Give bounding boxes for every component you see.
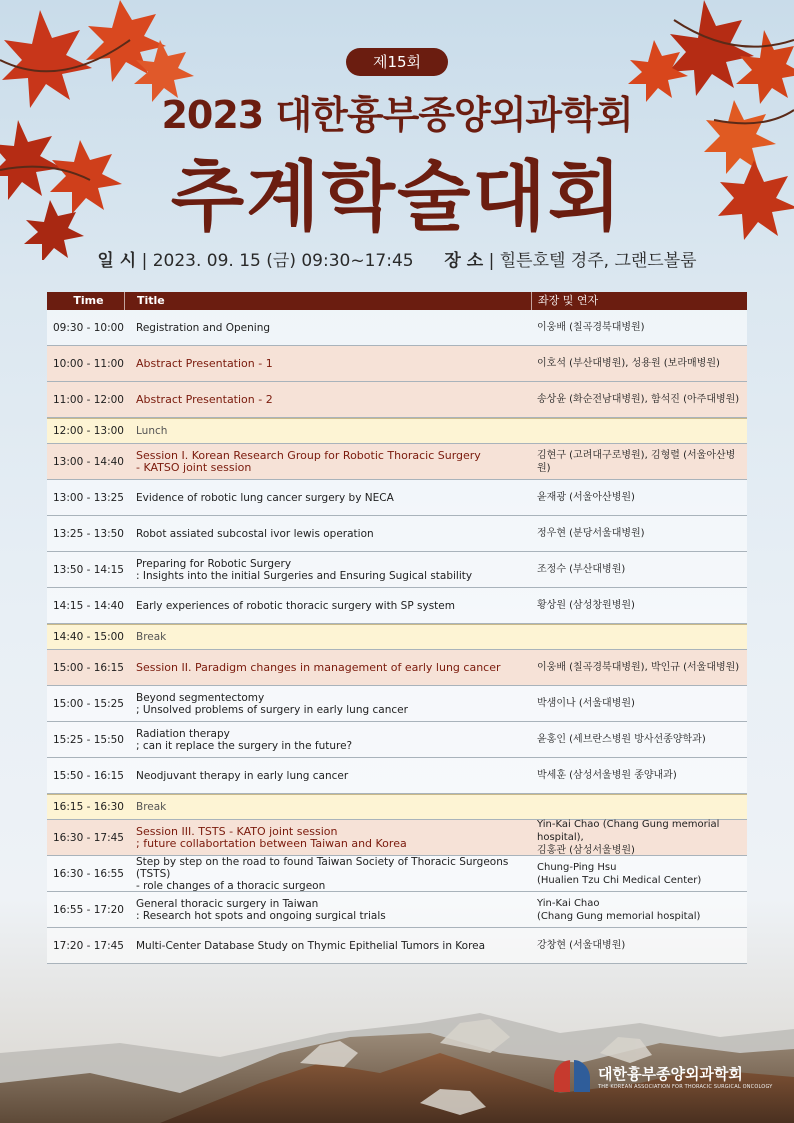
row-title-line1: Robot assiated subcostal ivor lewis operation	[136, 527, 374, 540]
table-row	[47, 310, 747, 346]
row-speaker-line2: (Hualien Tzu Chi Medical Center)	[537, 874, 702, 886]
conference-subtitle: 추계학술대회	[170, 152, 624, 241]
row-speaker	[531, 818, 747, 857]
row-title-line1: Beyond segmentectomy	[136, 691, 265, 704]
date-value: 2023. 09. 15 (금) 09:30~17:45	[152, 251, 414, 271]
row-title-line1: Abstract Presentation - 1	[136, 356, 273, 370]
row-speaker	[531, 393, 747, 406]
row-title-line2: : Research hot spots and ongoing surgical trials	[136, 909, 386, 922]
society-name-korean: 대한흉부종양외과학회	[598, 1064, 743, 1083]
row-title-line2: ; can it replace the surgery in the future?	[136, 739, 353, 752]
row-title	[124, 528, 531, 540]
row-speaker	[531, 697, 747, 710]
row-speaker	[531, 491, 747, 504]
row-time: 16:30 - 16:55	[53, 867, 124, 880]
row-title	[124, 856, 531, 892]
row-speaker	[531, 527, 747, 540]
table-row	[47, 552, 747, 588]
row-speaker	[531, 861, 747, 887]
row-speaker	[531, 939, 747, 952]
row-speaker-line1: 박세훈 (삼성서울병원 종양내과)	[537, 770, 677, 781]
row-title	[124, 692, 531, 716]
row-title-line1: Neodjuvant therapy in early lung cancer	[136, 769, 349, 782]
row-title	[124, 450, 531, 474]
table-header	[47, 292, 747, 310]
row-title	[124, 801, 531, 813]
session-row	[47, 346, 747, 382]
row-speaker-line2: 김홍관 (삼성서울병원)	[537, 845, 635, 856]
header-speaker: 좌장 및 연자	[531, 292, 747, 310]
row-speaker	[531, 599, 747, 612]
row-speaker-line1: 정우현 (분당서울대병원)	[537, 528, 645, 539]
row-time: 14:40 - 15:00	[53, 631, 124, 643]
row-time: 15:50 - 16:15	[53, 769, 124, 782]
row-speaker-line1: Yin-Kai Chao	[537, 897, 600, 909]
table-body	[47, 310, 747, 964]
row-speaker-line1: 윤재광 (서울아산병원)	[537, 492, 635, 503]
table-row	[47, 480, 747, 516]
row-time: 11:00 - 12:00	[53, 393, 124, 406]
row-time: 15:25 - 15:50	[53, 733, 124, 746]
row-speaker-line2: (Chang Gung memorial hospital)	[537, 910, 701, 922]
society-name-english: THE KOREAN ASSOCIATION FOR THORACIC SURGICAL ONCOLOGY	[598, 1083, 773, 1090]
row-title-line1: Evidence of robotic lung cancer surgery by NECA	[136, 491, 394, 504]
society-emblem-icon	[552, 1058, 592, 1094]
row-speaker-line1: 황상원 (삼성창원병원)	[537, 600, 635, 611]
row-speaker	[531, 769, 747, 782]
row-time: 12:00 - 13:00	[53, 425, 124, 437]
row-time: 13:25 - 13:50	[53, 527, 124, 540]
row-title-line1: Session III. TSTS - KATO joint session	[136, 824, 338, 838]
row-speaker-line1: Yin-Kai Chao (Chang Gung memorial hospital),	[537, 819, 720, 843]
row-time: 15:00 - 16:15	[53, 661, 124, 674]
place-value: 힐튼호텔 경주, 그랜드볼룸	[499, 251, 697, 271]
session-row	[47, 820, 747, 856]
row-title	[124, 662, 531, 674]
row-speaker-line1: Chung-Ping Hsu	[537, 861, 617, 873]
row-title	[124, 558, 531, 582]
row-time: 16:55 - 17:20	[53, 903, 124, 916]
row-speaker	[531, 563, 747, 576]
break-row	[47, 624, 747, 650]
row-time: 15:00 - 15:25	[53, 697, 124, 710]
row-time: 17:20 - 17:45	[53, 939, 124, 952]
row-title-line1: Session II. Paradigm changes in management of early lung cancer	[136, 660, 501, 674]
society-name	[598, 1063, 773, 1090]
row-title-line1: Radiation therapy	[136, 727, 230, 740]
row-title-line1: Session I. Korean Research Group for Robotic Thoracic Surgery	[136, 448, 481, 462]
row-title	[124, 358, 531, 370]
row-title-line2: - role changes of a thoracic surgeon	[136, 879, 326, 892]
row-time: 14:15 - 14:40	[53, 599, 124, 612]
row-title-line2: : Insights into the initial Surgeries and Ensuring Sugical stability	[136, 569, 473, 582]
row-title	[124, 600, 531, 612]
row-speaker	[531, 321, 747, 334]
table-row	[47, 928, 747, 964]
place-label: 장 소	[444, 251, 484, 271]
row-speaker-line1: 송상윤 (화순전남대병원), 함석진 (아주대병원)	[537, 394, 740, 405]
row-title	[124, 770, 531, 782]
row-speaker-line1: 박샘이나 (서울대병원)	[537, 698, 635, 709]
row-title	[124, 898, 531, 922]
session-row	[47, 444, 747, 480]
row-speaker	[531, 661, 747, 674]
row-speaker-line1: 이웅배 (칠곡경북대병원), 박인규 (서울대병원)	[537, 662, 740, 673]
row-speaker	[531, 897, 747, 923]
program-table	[47, 292, 747, 964]
row-speaker-line1: 조정수 (부산대병원)	[537, 564, 626, 575]
row-time: 16:30 - 17:45	[53, 831, 124, 844]
row-title-line1: Step by step on the road to found Taiwan Society of Thoracic Surgeons (TSTS)	[136, 855, 509, 880]
row-title	[124, 425, 531, 437]
row-title	[124, 826, 531, 850]
session-row	[47, 650, 747, 686]
row-speaker-line1: 김현구 (고려대구로병원), 김형렬 (서울아산병원)	[537, 449, 736, 474]
header-title: Title	[124, 292, 531, 310]
row-title-line1: Preparing for Robotic Surgery	[136, 557, 292, 570]
row-title-line2: - KATSO joint session	[136, 460, 252, 474]
row-title-line1: Break	[136, 801, 167, 813]
break-row	[47, 418, 747, 444]
header-time: Time	[73, 294, 104, 307]
row-title-line1: General thoracic surgery in Taiwan	[136, 897, 319, 910]
row-time: 13:50 - 14:15	[53, 563, 124, 576]
table-row	[47, 892, 747, 928]
row-time: 16:15 - 16:30	[53, 801, 124, 813]
row-time: 10:00 - 11:00	[53, 357, 124, 370]
row-title	[124, 728, 531, 752]
row-title-line2: ; Unsolved problems of surgery in early lung cancer	[136, 703, 408, 716]
break-row	[47, 794, 747, 820]
event-info	[0, 246, 794, 271]
row-title-line2: ; future collabortation between Taiwan and Korea	[136, 836, 407, 850]
row-time: 13:00 - 13:25	[53, 491, 124, 504]
row-title	[124, 322, 531, 334]
session-row	[47, 382, 747, 418]
table-row	[47, 588, 747, 624]
row-title-line1: Lunch	[136, 425, 168, 437]
row-speaker-line1: 윤홍인 (세브란스병원 방사선종양학과)	[537, 734, 706, 745]
society-logo	[552, 1058, 773, 1094]
table-row	[47, 758, 747, 794]
edition-badge: 제15회	[346, 48, 448, 76]
row-speaker	[531, 357, 747, 370]
row-time: 09:30 - 10:00	[53, 321, 124, 334]
row-time: 13:00 - 14:40	[53, 455, 124, 468]
row-speaker	[531, 733, 747, 746]
row-title-line1: Early experiences of robotic thoracic surgery with SP system	[136, 599, 455, 612]
table-row	[47, 686, 747, 722]
row-title	[124, 394, 531, 406]
row-speaker-line1: 이웅배 (칠곡경북대병원)	[537, 322, 645, 333]
row-title-line1: Abstract Presentation - 2	[136, 392, 273, 406]
table-row	[47, 722, 747, 758]
conference-title: 2023 대한흉부종양외과학회	[161, 93, 633, 137]
row-speaker	[531, 449, 747, 475]
row-title	[124, 492, 531, 504]
date-label: 일 시	[97, 251, 137, 271]
row-title-line1: Registration and Opening	[136, 321, 271, 334]
row-title	[124, 940, 531, 952]
table-row	[47, 856, 747, 892]
info-separator: |	[141, 251, 153, 271]
row-title-line1: Multi-Center Database Study on Thymic Epithelial Tumors in Korea	[136, 939, 486, 952]
info-separator: |	[488, 251, 500, 271]
row-title-line1: Break	[136, 631, 167, 643]
table-row	[47, 516, 747, 552]
row-speaker-line1: 강창현 (서울대병원)	[537, 940, 626, 951]
row-speaker-line1: 이호석 (부산대병원), 성용원 (보라매병원)	[537, 358, 720, 369]
row-title	[124, 631, 531, 643]
